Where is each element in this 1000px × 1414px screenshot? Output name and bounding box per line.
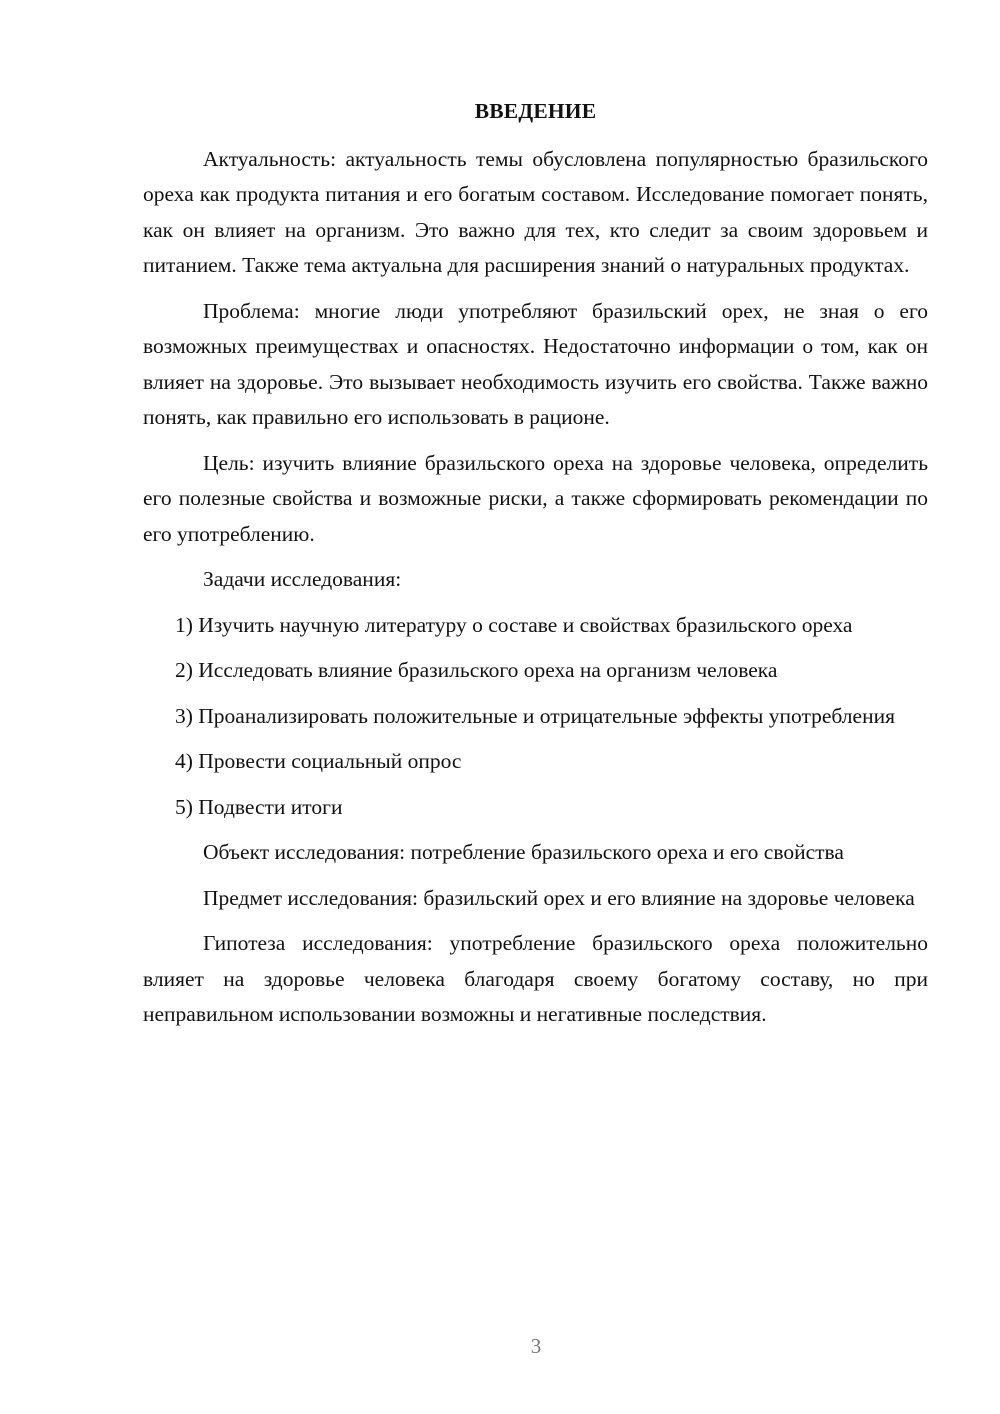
tasks-heading: Задачи исследования: [203, 567, 402, 591]
page-content [143, 94, 928, 1043]
problem-paragraph: Проблема: многие люди употребляют бразильский орех, не зная о его возможных преимуществах и опасностях. Недостаточно информации о том, как он влияет на здоровье. Это вызывает необходимость изучить его свойства. Также важно понять, как правильно его использовать в рационе. [143, 298, 928, 429]
task-item-3: 3) Проанализировать положительные и отрицательные эффекты употребления [175, 703, 895, 728]
task-item-4: 4) Провести социальный опрос [175, 749, 462, 773]
task-item-5: 5) Подвести итоги [175, 794, 343, 819]
task-item-1: 1) Изучить научную литературу о составе и свойствах бразильского ореха [175, 612, 853, 637]
task-item-2: 2) Исследовать влияние бразильского ореха на организм человека [175, 658, 778, 682]
relevance-paragraph: Актуальность: актуальность темы обусловлена популярностью бразильского ореха как продукта питания и его богатым составом. Исследование помогает понять, как он влияет на организм. Это важно для тех, кто следит за своим здоровьем и питанием. Также тема актуальна для расширения знаний о натуральных продуктах. [143, 146, 928, 277]
goal-paragraph: Цель: изучить влияние бразильского ореха на здоровье человека, определить его полезные свойства и возможные риски, а также сформировать рекомендации по его употреблению. [143, 450, 928, 546]
page-title: ВВЕДЕНИЕ [474, 99, 597, 123]
page-number: 3 [530, 1334, 542, 1358]
subject-paragraph: Предмет исследования: бразильский орех и его влияние на здоровье человека [203, 885, 915, 910]
object-paragraph: Объект исследования: потребление бразильского ореха и его свойства [203, 840, 844, 864]
hypothesis-paragraph: Гипотеза исследования: употребление бразильского ореха положительно влияет на здоровье человека благодаря своему богатому составу, но при неправильном использовании возможны и негативные последствия. [143, 931, 928, 1026]
